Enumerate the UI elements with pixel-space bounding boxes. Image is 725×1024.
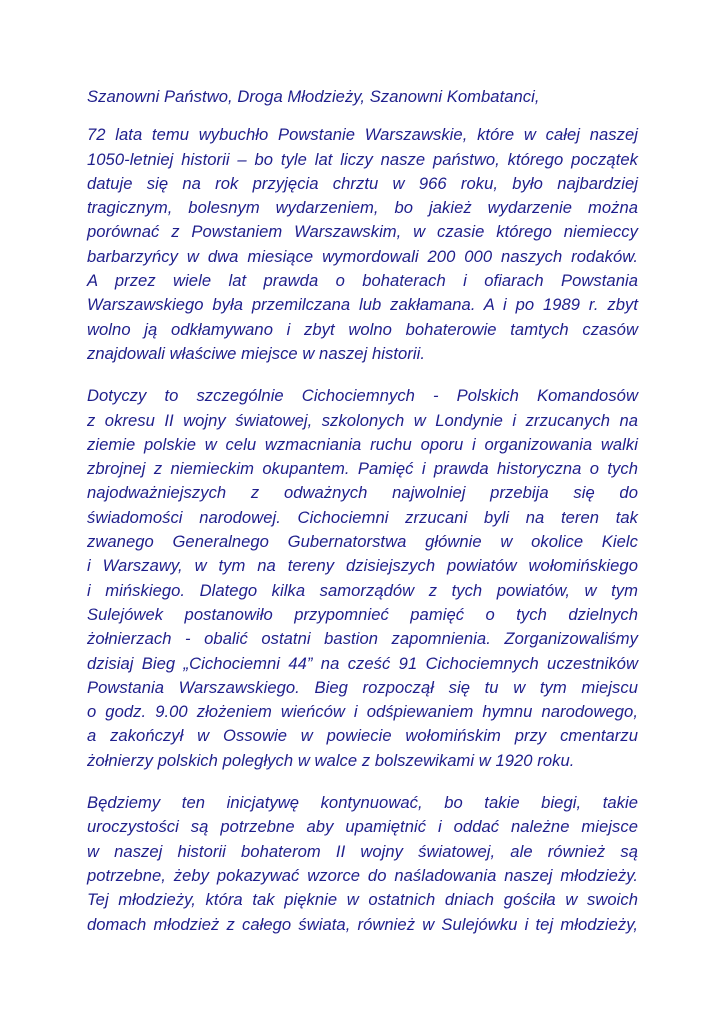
text-line: z okresu II wojny światowej, szkolonych w Londynie i zrzucanych na bbox=[87, 410, 638, 430]
text-line: Sulejówek postanowiło przypomnieć pamięć o tych dzielnych bbox=[87, 604, 638, 624]
text-line: i Warszawy, w tym na tereny dzisiejszych powiatów wołomińskiego bbox=[87, 556, 638, 576]
text-line: zbrojnej z niemieckim okupantem. Pamięć i prawda historyczna o tych bbox=[87, 459, 638, 479]
text-line: Warszawskiego była przemilczana lub zakłamana. A i po 1989 r. zbyt bbox=[87, 295, 638, 315]
text-line: potrzebne, żeby pokazywać wzorce do naśladowania naszej młodzieży. bbox=[87, 865, 638, 885]
text-line: porównać z Powstaniem Warszawskim, w czasie którego niemieccy bbox=[87, 222, 638, 242]
text-line: ziemie polskie w celu wzmacniania ruchu oporu i organizowania walki bbox=[87, 434, 638, 454]
paragraph-2 bbox=[87, 384, 638, 773]
text-line: domach młodzież z całego świata, również w Sulejówku i tej młodzieży, bbox=[87, 914, 638, 934]
text-line: Tej młodzieży, która tak pięknie w ostatnich dniach gościła w swoich bbox=[87, 890, 638, 910]
text-line: i mińskiego. Dlatego kilka samorządów z tych powiatów, w tym bbox=[87, 580, 638, 600]
text-line: o godz. 9.00 złożeniem wieńców i odśpiewaniem hymnu narodowego, bbox=[87, 702, 638, 722]
text-line: Dotyczy to szczególnie Cichociemnych - Polskich Komandosów bbox=[87, 386, 638, 406]
text-line: żołnierzach - obalić ostatni bastion zapomnienia. Zorganizowaliśmy bbox=[87, 629, 638, 649]
text-line: 72 lata temu wybuchło Powstanie Warszawskie, które w całej naszej bbox=[87, 125, 638, 145]
text-line: tragicznym, bolesnym wydarzeniem, bo jakież wydarzenie można bbox=[87, 198, 638, 218]
text-line: znajdowali właściwe miejsce w naszej historii. bbox=[87, 343, 425, 363]
text-line: uroczystości są potrzebne aby upamiętnić i oddać należne miejsce bbox=[87, 817, 638, 837]
text-line: zwanego Generalnego Gubernatorstwa głównie w okolice Kielc bbox=[87, 532, 638, 552]
text-line: żołnierzy polskich poległych w walce z bolszewikami w 1920 roku. bbox=[87, 750, 575, 770]
text-line: datuje się na rok przyjęcia chrztu w 966 roku, było najbardziej bbox=[87, 173, 638, 193]
text-line: a zakończył w Ossowie w powiecie wołomińskim przy cmentarzu bbox=[87, 726, 638, 746]
text-line: w naszej historii bohaterom II wojny światowej, ale również są bbox=[87, 841, 638, 861]
text-line: najodważniejszych z odważnych najwolniej przebija się do bbox=[87, 483, 638, 503]
text-line: Będziemy ten inicjatywę kontynuować, bo takie biegi, takie bbox=[87, 793, 638, 813]
text-line: 1050-letniej historii – bo tyle lat liczy nasze państwo, którego początek bbox=[87, 149, 638, 169]
paragraph-1 bbox=[87, 123, 638, 366]
text-line: świadomości narodowej. Cichociemni zrzucani byli na teren tak bbox=[87, 507, 638, 527]
greeting-line: Szanowni Państwo, Droga Młodzieży, Szanowni Kombatanci, bbox=[87, 87, 540, 106]
text-line: dzisiaj Bieg „Cichociemni 44” na cześć 91 Cichociemnych uczestników bbox=[87, 653, 638, 673]
paragraph-3 bbox=[87, 791, 638, 937]
text-line: wolno ją odkłamywano i zbyt wolno bohaterowie tamtych czasów bbox=[87, 319, 638, 339]
text-line: barbarzyńcy w dwa miesiące wymordowali 200 000 naszych rodaków. bbox=[87, 246, 638, 266]
text-line: A przez wiele lat prawda o bohaterach i ofiarach Powstania bbox=[87, 271, 638, 291]
text-line: Powstania Warszawskiego. Bieg rozpoczął się tu w tym miejscu bbox=[87, 677, 638, 697]
letter-body bbox=[87, 85, 638, 955]
